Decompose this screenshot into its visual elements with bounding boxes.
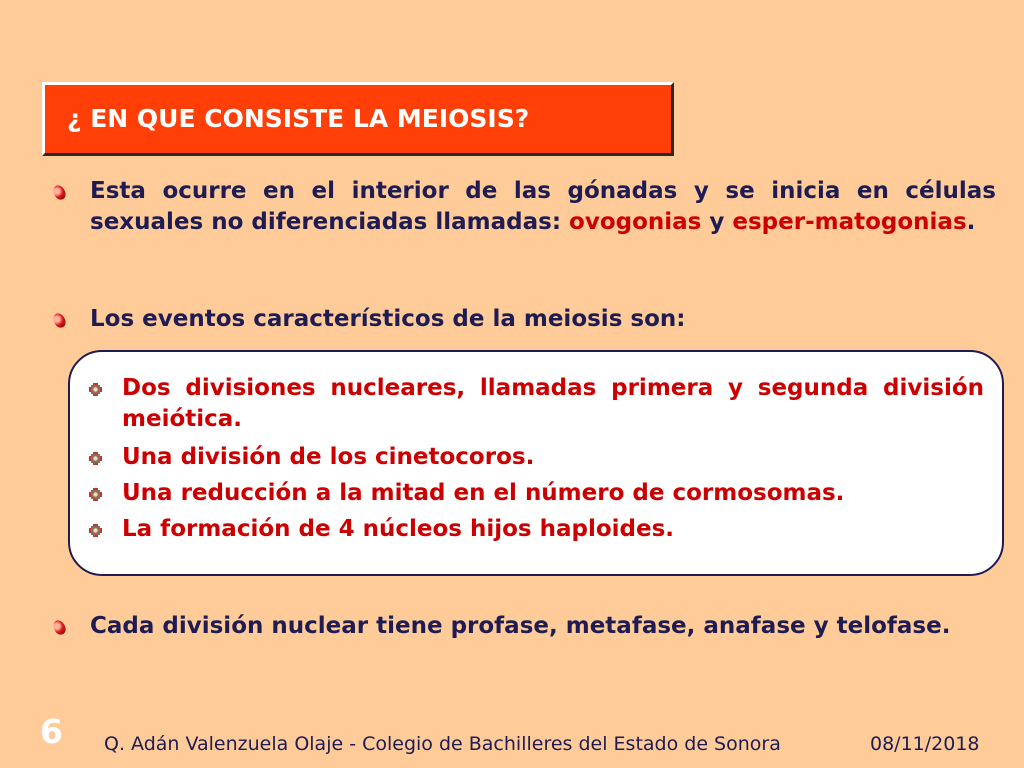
- slide-number: 6: [40, 712, 63, 751]
- red-flower-bullet-icon: [89, 383, 102, 396]
- red-seed-bullet-icon: [51, 618, 68, 636]
- sub-item-text: Una reducción a la mitad en el número de cormosomas.: [122, 480, 845, 506]
- sub-item-cinetocoros: [122, 442, 984, 473]
- sub-item-text: La formación de 4 núcleos hijos haploides.: [122, 516, 675, 542]
- highlight-ovogonias: ovogonias: [569, 209, 702, 235]
- bullet-text: Cada división nuclear tiene profase, metafase, anafase y telofase.: [90, 613, 951, 639]
- red-seed-bullet-icon: [51, 311, 68, 329]
- highlight-espermatogonias: esper-matogonias: [732, 209, 967, 235]
- bullet-eventos: [90, 304, 996, 335]
- red-seed-bullet-icon: [51, 183, 68, 201]
- sub-item-nucleos: [122, 514, 984, 545]
- title-box: [42, 82, 674, 156]
- bullet-text-connector: y: [701, 209, 733, 235]
- bullet-text: Los eventos característicos de la meiosis son:: [90, 306, 686, 332]
- bullet-fases: [90, 611, 996, 642]
- bullet-gonadas: [90, 176, 996, 238]
- footer-date: 08/11/2018: [870, 733, 980, 755]
- red-flower-bullet-icon: [89, 524, 102, 537]
- red-flower-bullet-icon: [89, 488, 102, 501]
- sub-item-reduccion: [122, 478, 984, 509]
- red-flower-bullet-icon: [89, 452, 102, 465]
- slide-title: ¿ EN QUE CONSISTE LA MEIOSIS?: [67, 104, 530, 133]
- footer-author: Q. Adán Valenzuela Olaje - Colegio de Bachilleres del Estado de Sonora: [104, 733, 781, 755]
- bullet-text: Esta ocurre en el interior de las gónadas y se inicia en células sexuales no diferenciadas llamadas:: [90, 178, 996, 235]
- sub-item-text: Una división de los cinetocoros.: [122, 444, 535, 470]
- sub-item-divisiones: [122, 373, 984, 435]
- sub-item-text: Dos divisiones nucleares, llamadas primera y segunda división meiótica.: [122, 375, 984, 432]
- bullet-text-end: .: [966, 209, 976, 235]
